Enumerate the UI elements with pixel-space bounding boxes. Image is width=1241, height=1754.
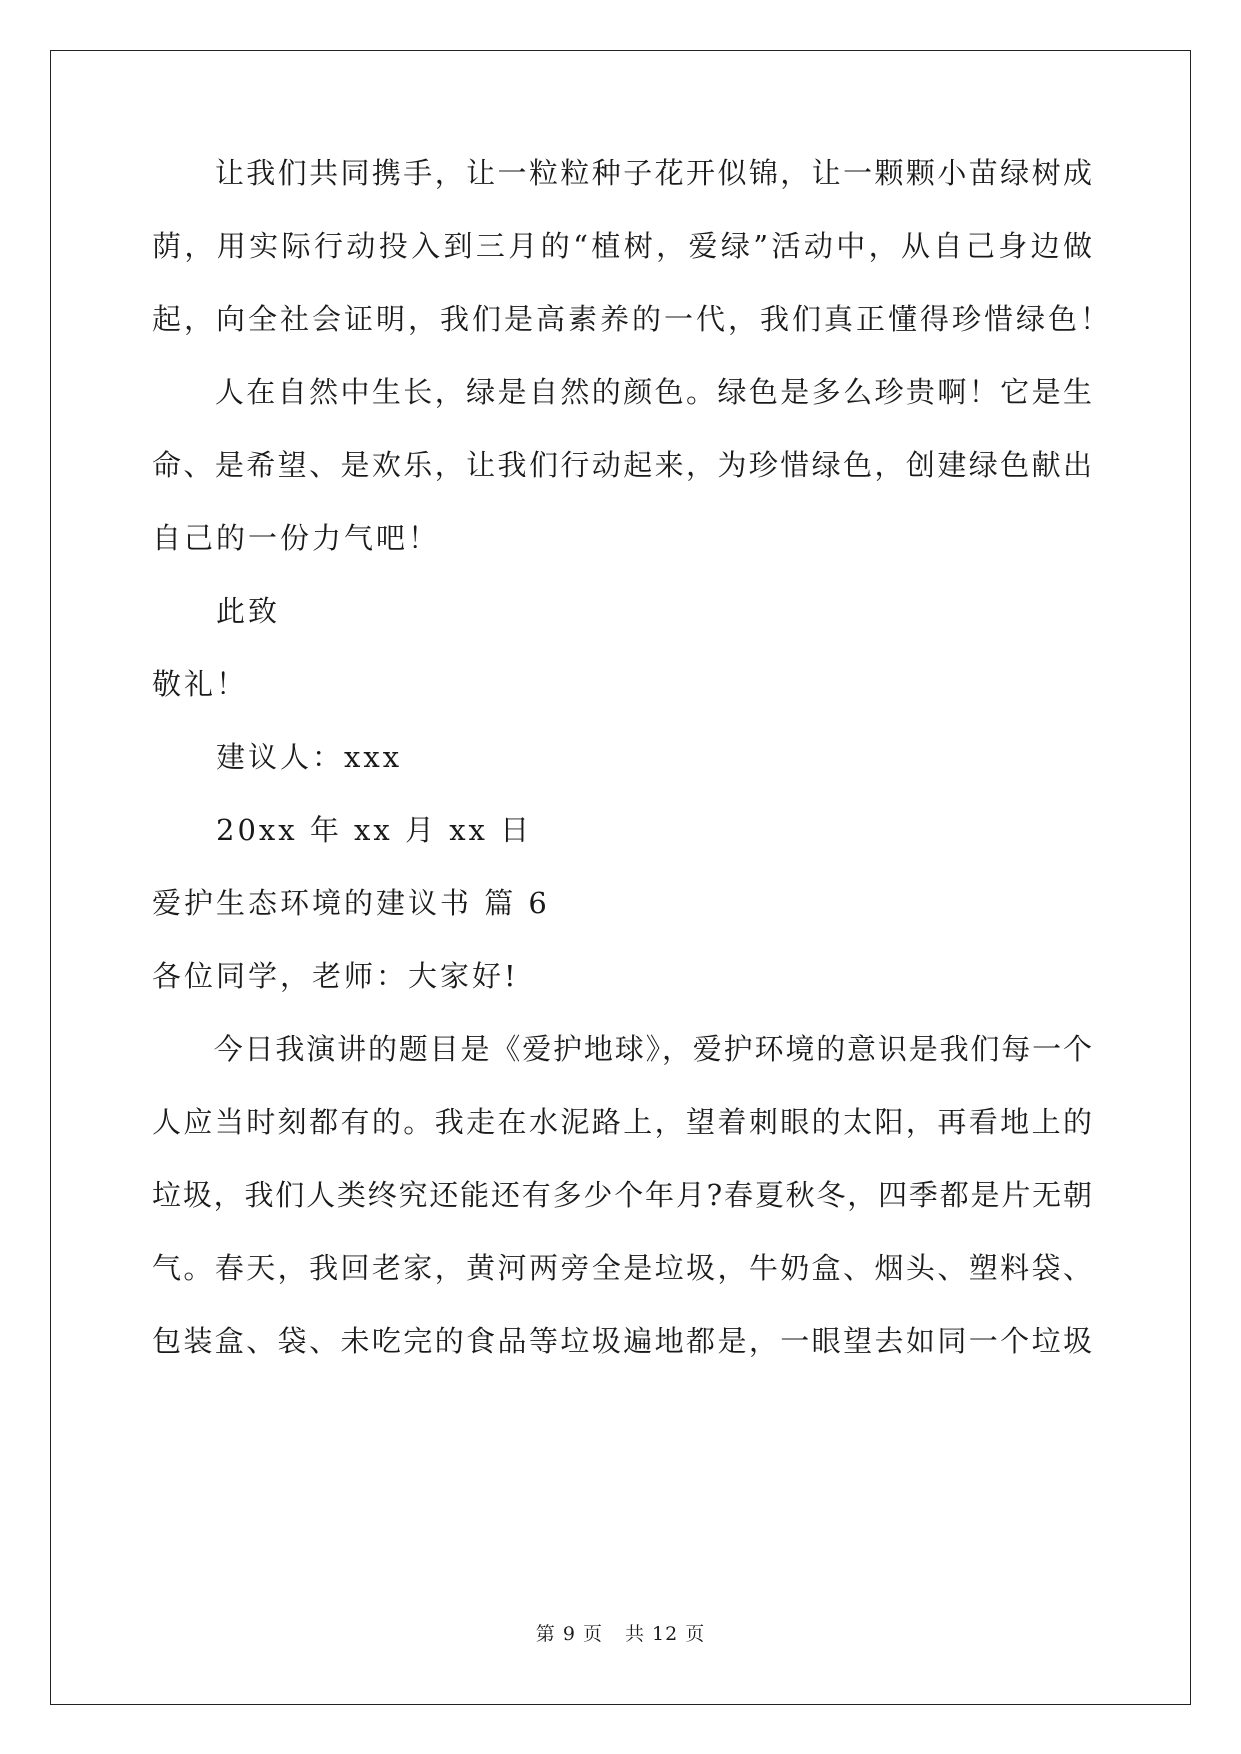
page-footer xyxy=(0,1622,1241,1646)
paragraph-line: 命、是希望、是欢乐，让我们行动起来，为珍惜绿色，创建绿色献出 xyxy=(152,448,1092,482)
paragraph-line: 气。春天，我回老家，黄河两旁全是垃圾，牛奶盒、烟头、塑料袋、 xyxy=(152,1251,1092,1285)
paragraph-line: 垃圾，我们人类终究还能还有多少个年月?春夏秋冬，四季都是片无朝 xyxy=(152,1178,1092,1212)
paragraph-line: 今日我演讲的题目是《爱护地球》，爱护环境的意识是我们每一个 xyxy=(152,1032,1092,1066)
page-number-total: 共 12 页 xyxy=(624,1623,706,1645)
paragraph-line: 人应当时刻都有的。我走在水泥路上，望着刺眼的太阳，再看地上的 xyxy=(152,1105,1092,1139)
paragraph-line: 包装盒、袋、未吃完的食品等垃圾遍地都是，一眼望去如同一个垃圾 xyxy=(152,1324,1092,1358)
paragraph-line: 人在自然中生长，绿是自然的颜色。绿色是多么珍贵啊！它是生 xyxy=(152,375,1092,409)
greeting-line: 各位同学，老师：大家好! xyxy=(152,959,519,993)
paragraph-line: 让我们共同携手，让一粒粒种子花开似锦，让一颗颗小苗绿树成 xyxy=(152,156,1092,190)
page-number-current: 第 9 页 xyxy=(535,1623,603,1645)
signer-line: 建议人：xxx xyxy=(152,740,403,774)
salutation-line: 敬礼！ xyxy=(152,667,249,701)
paragraph-line: 荫，用实际行动投入到三月的“植树，爱绿”活动中，从自己身边做 xyxy=(152,229,1092,263)
date-line: 20xx 年 xx 月 xx 日 xyxy=(152,813,533,847)
section-title: 爱护生态环境的建议书 篇 6 xyxy=(152,886,550,920)
paragraph-line: 起，向全社会证明，我们是高素养的一代，我们真正懂得珍惜绿色！ xyxy=(152,302,1113,336)
salutation-line: 此致 xyxy=(152,594,281,628)
paragraph-line: 自己的一份力气吧！ xyxy=(152,521,441,555)
